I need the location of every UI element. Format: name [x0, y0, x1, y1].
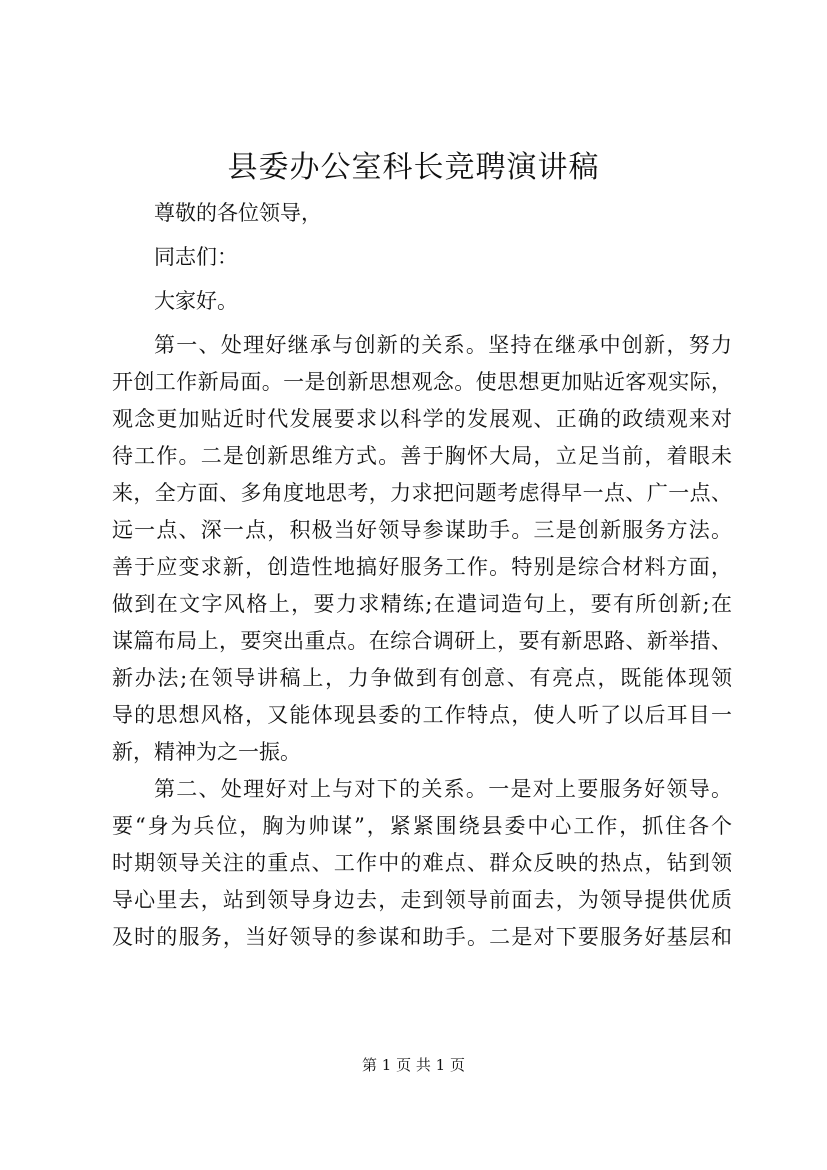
body-line: 远一点、深一点，积极当好领导参谋助手。三是创新服务方法。 — [112, 518, 732, 542]
body-line: 及时的服务，当好领导的参谋和助手。二是对下要服务好基层和 — [112, 925, 732, 949]
body-line: 新，精神为之一振。 — [112, 740, 301, 764]
body-line: 要“身为兵位，胸为帅谋”，紧紧围绕县委中心工作，抓住各个 — [112, 814, 732, 838]
body-line: 待工作。二是创新思维方式。善于胸怀大局，立足当前，着眼未 — [112, 444, 732, 468]
body-line: 第一、处理好继承与创新的关系。坚持在继承中创新，努力 — [154, 333, 732, 357]
body-line: 来，全方面、多角度地思考，力求把问题考虑得早一点、广一点、 — [112, 481, 732, 505]
body-line: 做到在文字风格上，要力求精练;在遣词造句上，要有所创新;在 — [112, 592, 732, 616]
page-number-footer: 第 1 页 共 1 页 — [362, 1056, 465, 1074]
body-line: 开创工作新局面。一是创新思想观念。使思想更加贴近客观实际， — [112, 370, 732, 394]
body-line: 观念更加贴近时代发展要求以科学的发展观、正确的政绩观来对 — [112, 407, 732, 431]
salutation-line: 同志们： — [154, 245, 238, 269]
body-line: 时期领导关注的重点、工作中的难点、群众反映的热点，钻到领 — [112, 851, 732, 875]
body-line: 新办法;在领导讲稿上，力争做到有创意、有亮点，既能体现领 — [112, 666, 732, 690]
document-title: 县委办公室科长竞聘演讲稿 — [227, 150, 600, 185]
body-line: 善于应变求新，创造性地搞好服务工作。特别是综合材料方面， — [112, 555, 732, 579]
greeting-line: 大家好。 — [154, 289, 238, 313]
body-line: 导的思想风格，又能体现县委的工作特点，使人听了以后耳目一 — [112, 703, 732, 727]
salutation-line: 尊敬的各位领导， — [154, 201, 322, 225]
body-line: 谋篇布局上，要突出重点。在综合调研上，要有新思路、新举措、 — [112, 629, 732, 653]
body-line: 第二、处理好对上与对下的关系。一是对上要服务好领导。 — [154, 777, 732, 801]
body-line: 导心里去，站到领导身边去，走到领导前面去，为领导提供优质 — [112, 888, 732, 912]
